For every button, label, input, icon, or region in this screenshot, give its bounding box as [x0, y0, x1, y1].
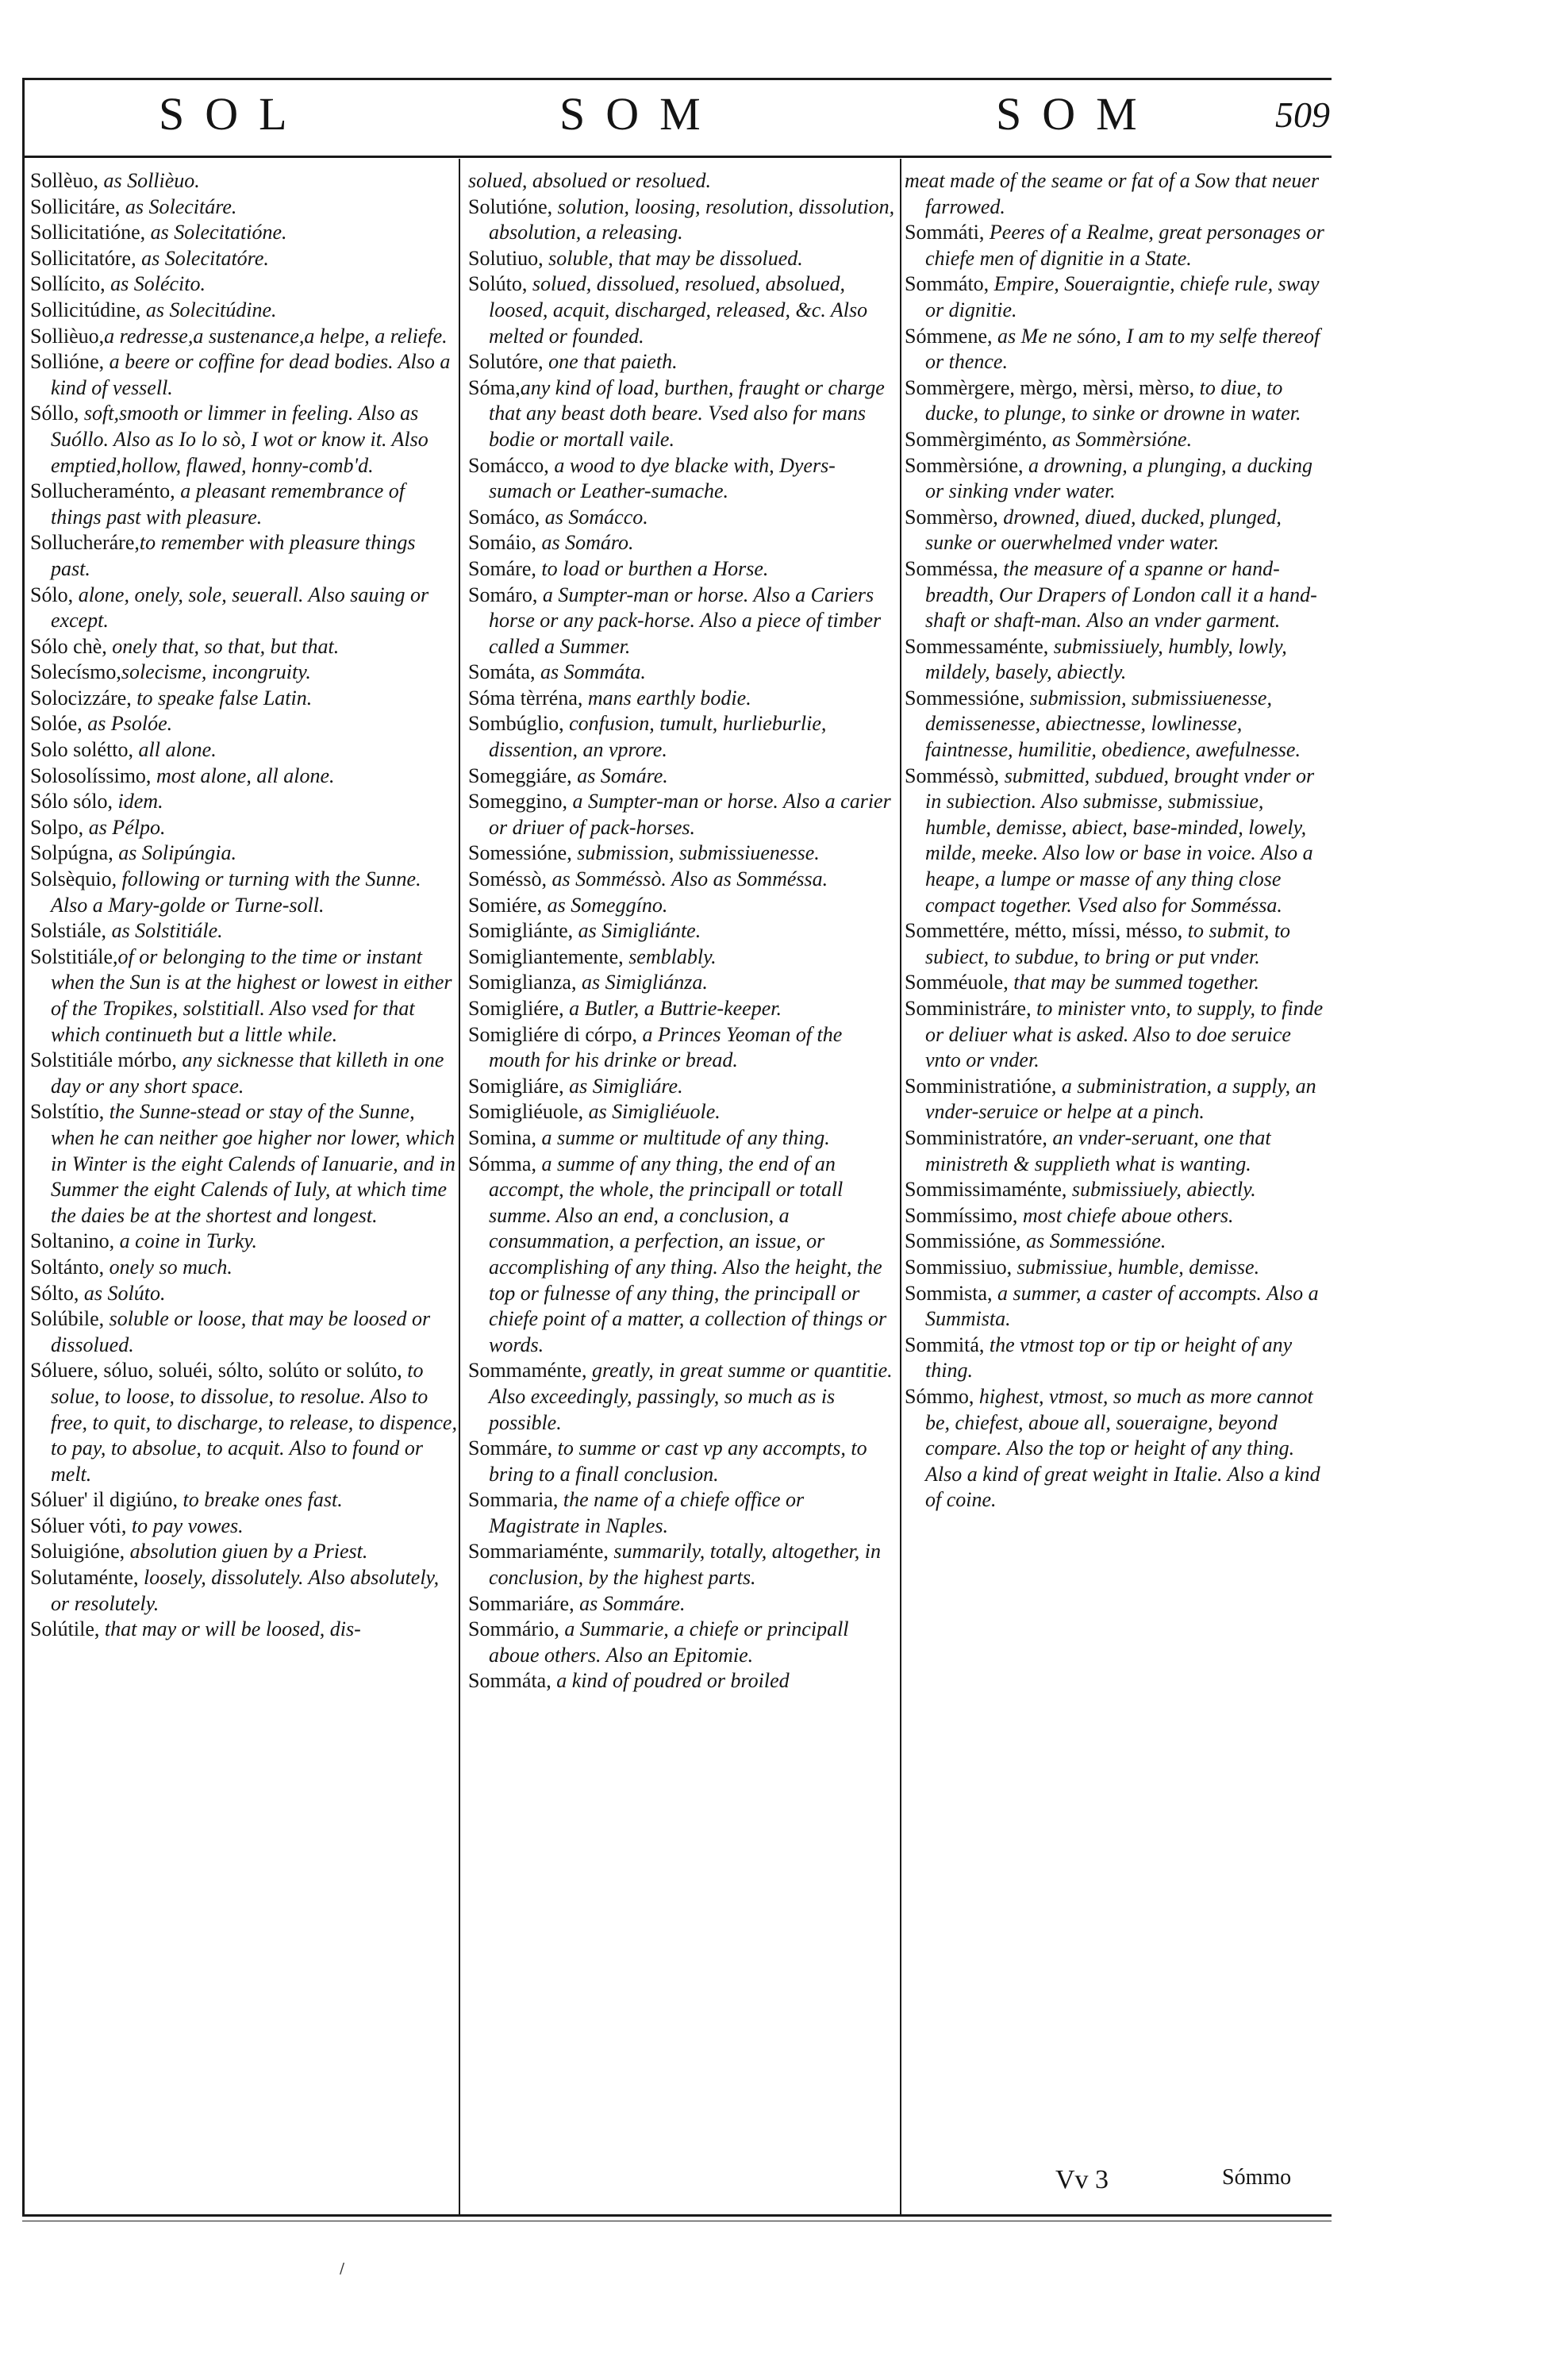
headword: Sommessaménte, — [905, 634, 1049, 658]
dictionary-entry — [905, 427, 1325, 453]
dictionary-entry — [905, 1177, 1325, 1203]
headword: Solutiuo, — [468, 246, 544, 270]
headword: Somáio, — [468, 531, 536, 555]
running-head-right: SOM — [996, 88, 1158, 140]
definition: soluble or loose, that may be loosed or dissolued. — [51, 1307, 431, 1356]
dictionary-entry — [30, 1229, 459, 1255]
dictionary-entry — [468, 893, 897, 919]
definition: to diue, to ducke, to plunge, to sinke or drowne in water. — [925, 375, 1301, 425]
headword: Somigliáre, — [468, 1074, 564, 1098]
definition: a Butler, a Buttrie-keeper. — [563, 997, 782, 1020]
definition: as Solipúngia. — [113, 841, 237, 865]
dictionary-entry — [30, 220, 459, 246]
headword: Somáro, — [468, 583, 538, 606]
headword: Sommáti, — [905, 221, 985, 244]
definition: as Someggíno. — [542, 893, 668, 917]
dictionary-entry — [468, 1668, 897, 1694]
definition: as Sommáta. — [535, 660, 646, 684]
definition: submissiuely, abiectly. — [1066, 1178, 1256, 1202]
column-divider-2 — [900, 159, 901, 2214]
dictionary-entry — [468, 1152, 897, 1359]
dictionary-entry — [30, 271, 459, 298]
dictionary-entry — [30, 686, 459, 712]
dictionary-entry — [30, 737, 459, 763]
definition: confusion, tumult, hurlieburlie, dissention, an vprore. — [489, 712, 827, 762]
headword: Somméssò, — [905, 763, 1000, 787]
headword: Sollièuo, — [30, 324, 105, 348]
definition: as Simigliánza. — [576, 971, 708, 994]
dictionary-entry — [468, 840, 897, 867]
definition: to summe or cast vp any accompts, to bring to a finall conclusion. — [489, 1436, 867, 1486]
definition: drowned, diued, ducked, plunged, sunke or ouerwhelmed vnder water. — [925, 505, 1282, 555]
definition: as Somméssò. Also as Somméssa. — [546, 867, 828, 891]
definition: alone, onely, sole, seuerall. Also sauing or except. — [51, 583, 429, 633]
definition: a Sumpter-man or horse. Also a carier or driuer of pack-horses. — [489, 790, 891, 839]
definition: as Solúto. — [79, 1281, 166, 1305]
dictionary-entry — [30, 1487, 459, 1513]
header-bottom-rule — [22, 156, 1332, 158]
dictionary-entry — [30, 1281, 459, 1307]
dictionary-entry — [30, 840, 459, 867]
dictionary-entry — [30, 1565, 459, 1617]
headword: Somigliéuole, — [468, 1100, 584, 1124]
definition: as Psolóe. — [82, 712, 173, 736]
definition: as Somáro. — [536, 531, 634, 555]
definition: solued, absolued or resolued. — [468, 169, 711, 192]
dictionary-entry — [905, 918, 1325, 970]
dictionary-entry — [30, 168, 459, 194]
headword: Somigliére di córpo, — [468, 1022, 638, 1046]
headword: Sommissimaménte, — [905, 1178, 1067, 1202]
definition: a summe or multitude of any thing. — [536, 1125, 830, 1149]
dictionary-entry — [30, 1513, 459, 1540]
headword: Sóllo, — [30, 402, 79, 425]
headword: Sommissióne, — [905, 1229, 1021, 1253]
definition: a wood to dye blacke with, Dyers-sumach or Leather-sumache. — [489, 453, 836, 503]
definition: any sicknesse that killeth in one day or any short space. — [51, 1048, 444, 1098]
dictionary-entry — [468, 918, 897, 944]
dictionary-entry — [468, 505, 897, 531]
dictionary-entry — [30, 918, 459, 944]
definition: a drowning, a plunging, a ducking or sinking vnder water. — [925, 453, 1312, 503]
dictionary-entry — [30, 298, 459, 324]
definition: a summe of any thing, the end of an accompt, the whole, the principall or totall summe. Also an end, a conclusion, a consummation, a perfection, an issue, or accomplishing of any thing. Also the height, the top or fulnesse of any thing, the principall or chiefe point of a matter, a collection of things or words. — [489, 1152, 887, 1356]
headword: Solutióne, — [468, 194, 553, 218]
headword: Sommáre, — [468, 1436, 553, 1460]
headword: Sólo, — [30, 583, 74, 606]
definition: as Me ne sóno, I am to my selfe thereof or thence. — [925, 324, 1320, 374]
definition: submissiue, humble, demisse. — [1012, 1255, 1260, 1279]
dictionary-entry — [468, 789, 897, 840]
definition: meat made of the seame or fat of a Sow that neuer farrowed. — [905, 169, 1320, 218]
definition: one that paieth. — [543, 350, 678, 374]
headword: Sólo sólo, — [30, 790, 113, 813]
headword: Somigliére, — [468, 997, 564, 1020]
headword: Sommettére, métto, míssi, mésso, — [905, 919, 1183, 943]
dictionary-entry — [468, 530, 897, 556]
headword: Sómmene, — [905, 324, 993, 348]
dictionary-entry — [905, 168, 1325, 220]
headword: Sólto, — [30, 1281, 79, 1305]
definition: as Solecitatóre. — [136, 246, 269, 270]
definition: highest, vtmost, so much as more cannot be, chiefest, aboue all, soueraigne, beyond compare. Also the top or height of any thing. Also a kind of great weight in Italie. Also a kind of coine. — [925, 1384, 1320, 1512]
headword: Sommariaménte, — [468, 1540, 609, 1563]
headword: Soméssò, — [468, 867, 547, 891]
dictionary-entry — [905, 1203, 1325, 1229]
dictionary-entry — [468, 1074, 897, 1100]
column-divider-1 — [459, 159, 460, 2214]
definition: that may be summed together. — [1008, 971, 1259, 994]
definition: soluble, that may be dissolued. — [543, 246, 803, 270]
dictionary-entry — [30, 789, 459, 815]
definition: summarily, totally, altogether, in conclusion, by the highest parts. — [489, 1540, 881, 1590]
dictionary-entry — [30, 763, 459, 790]
column-middle — [468, 168, 897, 2168]
headword: Soltánto, — [30, 1255, 105, 1279]
definition: to solue, to loose, to dissolue, to resolue. Also to free, to quit, to discharge, to release, to dispence, to pay, to absolue, to acquit. Also to found or melt. — [51, 1359, 457, 1486]
headword: Someggiáre, — [468, 763, 572, 787]
headword: Sommèrgere, mèrgo, mèrsi, mèrso, — [905, 375, 1195, 399]
dictionary-entry — [30, 867, 459, 918]
definition: as Sommèrsióne. — [1047, 427, 1193, 451]
dictionary-entry — [30, 1099, 459, 1229]
headword: Sommáta, — [468, 1669, 551, 1693]
headword: Soluigióne, — [30, 1540, 125, 1563]
dictionary-entry — [905, 1333, 1325, 1384]
headword: Sollióne, — [30, 350, 105, 374]
headword: Solecísmo, — [30, 660, 121, 684]
dictionary-entry — [468, 271, 897, 349]
definition: the vtmost top or tip or height of any thing. — [925, 1333, 1293, 1383]
definition: solution, loosing, resolution, dissolution, absolution, a releasing. — [489, 194, 895, 244]
bottom-rule — [22, 2214, 1332, 2217]
headword: Solpo, — [30, 815, 84, 839]
dictionary-entry — [905, 970, 1325, 996]
headword: Somina, — [468, 1125, 536, 1149]
definition: the Sunne-stead or stay of the Sunne, when he can neither goe higher nor lower, which in Winter is the eight Calends of Ianuarie, and in Summer the eight Calends of Iuly, at which time the daies be at the shortest and longest. — [51, 1100, 455, 1227]
headword: Somministráre, — [905, 997, 1032, 1020]
dictionary-entry — [905, 1281, 1325, 1333]
dictionary-entry — [468, 970, 897, 996]
dictionary-entry — [30, 1617, 459, 1643]
definition: a Sumpter-man or horse. Also a Cariers horse or any pack-horse. Also a piece of timber called a Summer. — [489, 583, 882, 658]
dictionary-entry — [905, 686, 1325, 763]
headword: Somáta, — [468, 660, 536, 684]
headword: Sollucheráre, — [30, 531, 140, 555]
definition: submissiuely, humbly, lowly, mildely, basely, abiectly. — [925, 634, 1287, 684]
dictionary-entry — [468, 711, 897, 763]
dictionary-entry — [468, 867, 897, 893]
headword: Sommitá, — [905, 1333, 985, 1356]
dictionary-entry — [905, 505, 1325, 556]
headword: Sollicitúdine, — [30, 298, 141, 321]
dictionary-entry — [468, 556, 897, 583]
definition: as Solecitatióne. — [145, 221, 287, 244]
definition: to pay vowes. — [126, 1513, 244, 1537]
definition: to breake ones fast. — [177, 1488, 343, 1512]
headword: Sollícito, — [30, 272, 106, 296]
dictionary-entry — [905, 556, 1325, 634]
dictionary-entry — [468, 1539, 897, 1590]
definition: most chiefe aboue others. — [1017, 1203, 1234, 1227]
definition: following or turning with the Sunne. Also a Mary-golde or Turne-soll. — [51, 867, 421, 917]
dictionary-entry — [30, 194, 459, 221]
dictionary-entry — [468, 1487, 897, 1539]
dictionary-entry — [468, 1022, 897, 1074]
dictionary-entry — [468, 1591, 897, 1617]
top-rule — [22, 78, 1332, 80]
headword: Solúto, — [468, 272, 528, 296]
definition: of or belonging to the time or instant when the Sun is at the highest or lowest in either of the Tropikes, solstitiall. Also vsed for that which continueth but a little while. — [51, 944, 452, 1046]
headword: Somméuole, — [905, 971, 1009, 994]
dictionary-entry — [468, 1125, 897, 1152]
definition: mans earthly bodie. — [582, 686, 751, 710]
headword: Somiére, — [468, 893, 543, 917]
headword: Sollucheraménto, — [30, 479, 175, 503]
definition: solued, dissolued, resolued, absolued, loosed, acquit, discharged, released, &c. Also melted or founded. — [489, 272, 868, 348]
headword: Somáco, — [468, 505, 540, 529]
definition: to speake false Latin. — [131, 686, 313, 710]
definition: as Solecitáre. — [120, 194, 237, 218]
headword: Sómma, — [468, 1152, 536, 1175]
dictionary-entry — [468, 168, 897, 194]
headword: Sommèrsióne, — [905, 453, 1024, 477]
left-border-rule — [22, 79, 25, 2214]
definition: the measure of a spanne or hand-breadth, Our Drapers of London call it a hand-shaft or shaft-man. Also an vnder garment. — [925, 556, 1317, 633]
headword: Sollicitatióne, — [30, 221, 146, 244]
headword: Somáre, — [468, 556, 536, 580]
definition: as Solstitiále. — [106, 919, 223, 943]
definition: solecisme, incongruity. — [121, 660, 311, 684]
dictionary-entry — [468, 944, 897, 971]
definition: as Sommáre. — [574, 1591, 686, 1615]
dictionary-entry — [905, 763, 1325, 919]
definition: a redresse,a sustenance,a helpe, a reliefe. — [104, 324, 448, 348]
headword: Solsèquio, — [30, 867, 117, 891]
dictionary-entry — [30, 479, 459, 530]
dictionary-entry — [468, 1358, 897, 1436]
dictionary-entry — [468, 349, 897, 375]
headword: Sommista, — [905, 1281, 993, 1305]
definition: as Sommessióne. — [1020, 1229, 1166, 1253]
dictionary-entry — [30, 1358, 459, 1487]
definition: an vnder-seruant, one that ministreth & supplieth what is wanting. — [925, 1125, 1271, 1175]
headword: Sóma, — [468, 375, 521, 399]
dictionary-entry — [30, 815, 459, 841]
headword: Solútile, — [30, 1617, 100, 1641]
dictionary-entry — [905, 271, 1325, 323]
headword: Sóluer' il digiúno, — [30, 1488, 178, 1512]
definition: as Somácco. — [540, 505, 648, 529]
definition: as Solécito. — [105, 272, 206, 296]
headword: Solo solétto, — [30, 738, 134, 762]
dictionary-entry — [905, 1125, 1325, 1177]
headword: Sommaria, — [468, 1488, 559, 1512]
definition: that may or will be loosed, dis- — [99, 1617, 361, 1641]
headword: Somessióne, — [468, 841, 572, 865]
headword: Sommessióne, — [905, 686, 1024, 710]
headword: Sommaménte, — [468, 1359, 587, 1383]
definition: onely that, so that, but that. — [106, 634, 340, 658]
headword: Somigliantemente, — [468, 944, 624, 968]
dictionary-entry — [30, 634, 459, 660]
definition: most alone, all alone. — [151, 763, 335, 787]
headword: Solóe, — [30, 712, 83, 736]
definition: any kind of load, burthen, fraught or charge that any beast doth beare. Vsed also for mans bodie or mortall vaile. — [489, 375, 885, 451]
dictionary-entry — [468, 1436, 897, 1487]
headword: Sommèrso, — [905, 505, 998, 529]
definition: as Simigliáre. — [563, 1074, 683, 1098]
definition: a beere or coffine for dead bodies. Also a kind of vessell. — [51, 350, 451, 399]
headword: Sombúglio, — [468, 712, 564, 736]
dictionary-entry — [468, 660, 897, 686]
headword: Sómmo, — [905, 1384, 974, 1408]
headword: Solosolíssimo, — [30, 763, 152, 787]
column-left — [30, 168, 459, 2168]
definition: all alone. — [133, 738, 217, 762]
dictionary-entry — [30, 711, 459, 737]
running-head-left: SOL — [159, 88, 308, 140]
headword: Sóluere, sóluo, soluéi, sólto, solúto or solúto, — [30, 1359, 402, 1383]
headword: Solstítio, — [30, 1100, 105, 1124]
dictionary-entry — [30, 324, 459, 350]
headword: Sollicitatóre, — [30, 246, 136, 270]
headword: Sommariáre, — [468, 1591, 575, 1615]
headword: Somministratióne, — [905, 1074, 1057, 1098]
running-head-middle: SOM — [559, 88, 721, 140]
dictionary-entry — [30, 1539, 459, 1565]
headword: Solstitiále, — [30, 944, 118, 968]
definition: submission, submissiuenesse. — [571, 841, 820, 865]
dictionary-entry — [905, 324, 1325, 375]
dictionary-entry — [468, 375, 897, 453]
dictionary-entry — [468, 763, 897, 790]
headword: Sommissiuo, — [905, 1255, 1013, 1279]
headword: Sóluer vóti, — [30, 1513, 127, 1537]
dictionary-entry — [468, 246, 897, 272]
headword: Solúbile, — [30, 1307, 105, 1331]
headword: Solstitiále mórbo, — [30, 1048, 177, 1072]
headword: Sommèrgiménto, — [905, 427, 1047, 451]
headword: Someggino, — [468, 790, 567, 813]
definition: Peeres of a Realme, great personages or chiefe men of dignitie in a State. — [925, 221, 1324, 270]
headword: Solpúgna, — [30, 841, 113, 865]
dictionary-entry — [468, 686, 897, 712]
dictionary-entry — [905, 1074, 1325, 1125]
definition: Empire, Soueraigntie, chiefe rule, sway or dignitie. — [925, 272, 1320, 321]
dictionary-entry — [30, 1048, 459, 1099]
definition: a coine in Turky. — [114, 1229, 257, 1253]
dictionary-entry — [905, 1384, 1325, 1513]
headword: Soltanino, — [30, 1229, 115, 1253]
dictionary-entry — [30, 349, 459, 401]
headword: Sollicitáre, — [30, 194, 121, 218]
definition: onely so much. — [104, 1255, 233, 1279]
definition: as Simigliánte. — [573, 919, 701, 943]
dictionary-entry — [468, 453, 897, 505]
dictionary-entry — [905, 996, 1325, 1074]
headword: Sommíssimo, — [905, 1203, 1018, 1227]
headword: Solutaménte, — [30, 1566, 139, 1590]
headword: Somácco, — [468, 453, 549, 477]
definition: submission, submissiuenesse, demissenesse, abiectnesse, lowlinesse, faintnesse, humilitie, obedience, awefulnesse. — [925, 686, 1301, 762]
dictionary-entry — [30, 246, 459, 272]
page-number: 509 — [1275, 94, 1330, 135]
dictionary-entry — [905, 453, 1325, 505]
dictionary-entry — [30, 944, 459, 1048]
definition: submitted, subdued, brought vnder or in subiection. Also submisse, submissiue, humble, demisse, abiect, base-minded, lowely, milde, meeke. Also low or base in voice. Also a heape, a lumpe or masse of any thing close compact together. Vsed also for Somméssa. — [925, 763, 1315, 917]
column-right — [905, 168, 1325, 2168]
dictionary-entry — [30, 401, 459, 479]
headword: Solocizzáre, — [30, 686, 132, 710]
dictionary-entry — [468, 583, 897, 660]
dictionary-entry — [468, 1099, 897, 1125]
dictionary-entry — [905, 1255, 1325, 1281]
headword: Somministratóre, — [905, 1125, 1047, 1149]
dictionary-entry — [905, 220, 1325, 271]
definition: a Princes Yeoman of the mouth for his drinke or bread. — [489, 1022, 843, 1072]
dictionary-entry — [905, 634, 1325, 686]
definition: the name of a chiefe office or Magistrate in Naples. — [489, 1488, 805, 1537]
definition: to minister vnto, to supply, to finde or deliuer what is asked. Also to doe seruice vnto or vnder. — [925, 997, 1324, 1072]
definition: greatly, in great summe or quantitie. Also exceedingly, passingly, so much as is possible. — [489, 1359, 893, 1434]
dictionary-entry — [30, 1306, 459, 1358]
headword: Sollèuo, — [30, 169, 98, 192]
catchword: Sómmo — [1222, 2165, 1292, 2190]
stray-mark: / — [340, 2260, 345, 2277]
dictionary-entry — [905, 1229, 1325, 1255]
definition: to load or burthen a Horse. — [536, 556, 769, 580]
headword: Sóma tèrréna, — [468, 686, 583, 710]
definition: a Summarie, a chiefe or principall aboue others. Also an Epitomie. — [489, 1617, 849, 1667]
headword: Solutóre, — [468, 350, 544, 374]
dictionary-entry — [468, 996, 897, 1022]
dictionary-entry — [30, 583, 459, 634]
definition: as Sollièuo. — [98, 169, 200, 192]
signature-mark: Vv 3 — [1055, 2165, 1109, 2194]
definition: semblably. — [623, 944, 717, 968]
headword: Sommáto, — [905, 272, 990, 296]
headword: Solstiále, — [30, 919, 107, 943]
definition: idem. — [113, 790, 163, 813]
definition: a kind of poudred or broiled — [551, 1669, 790, 1693]
definition: as Simigliéuole. — [583, 1100, 721, 1124]
headword: Sommário, — [468, 1617, 559, 1641]
headword: Somiglianza, — [468, 971, 577, 994]
definition: as Pélpo. — [83, 815, 166, 839]
headword: Sólo chè, — [30, 634, 107, 658]
definition: absolution giuen by a Priest. — [125, 1540, 368, 1563]
definition: a summer, a caster of accompts. Also a Summista. — [925, 1281, 1319, 1331]
headword: Somméssa, — [905, 556, 998, 580]
definition: to submit, to subiect, to subdue, to bring or put vnder. — [925, 919, 1291, 968]
dictionary-entry — [468, 194, 897, 246]
dictionary-entry — [30, 530, 459, 582]
dictionary-entry — [468, 1617, 897, 1668]
definition: to remember with pleasure things past. — [51, 531, 416, 580]
headword: Somigliánte, — [468, 919, 574, 943]
definition: soft,smooth or limmer in feeling. Also as Suóllo. Also as Io lo sò, I wot or know it. Also emptied,hollow, flawed, honny-comb'd. — [51, 402, 429, 477]
definition: as Solecitúdine. — [140, 298, 277, 321]
definition: as Somáre. — [571, 763, 668, 787]
dictionary-entry — [905, 375, 1325, 427]
definition: a subministration, a supply, an vnder-seruice or helpe at a pinch. — [925, 1074, 1316, 1124]
definition: loosely, dissolutely. Also absolutely, or resolutely. — [51, 1566, 440, 1615]
dictionary-entry — [30, 1255, 459, 1281]
definition: a pleasant remembrance of things past with pleasure. — [51, 479, 405, 529]
dictionary-entry — [30, 660, 459, 686]
